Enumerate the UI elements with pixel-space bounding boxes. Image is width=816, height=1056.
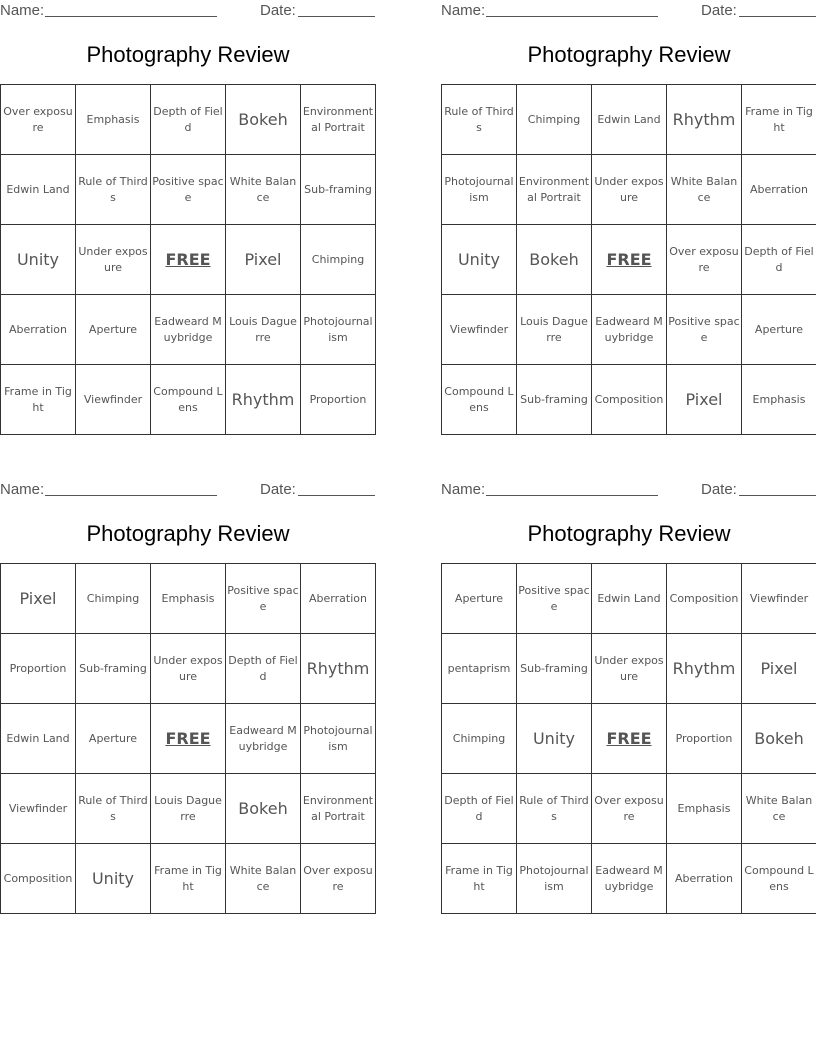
bingo-cell: Environmental Portrait [301,85,376,155]
bingo-cell: Edwin Land [1,704,76,774]
bingo-cell: Photojournalism [517,844,592,914]
bingo-cell: Emphasis [742,365,816,435]
bingo-card-2 [441,0,816,435]
bingo-cell: Viewfinder [442,295,517,365]
bingo-cell: Rhythm [667,85,742,155]
bingo-cell: Frame in Tight [1,365,76,435]
bingo-cell: Depth of Field [151,85,226,155]
date-label: Date: [260,481,296,498]
bingo-cell: Over exposure [667,225,742,295]
bingo-cell: Positive space [151,155,226,225]
bingo-cell: White Balance [226,155,301,225]
bingo-cell: Depth of Field [442,774,517,844]
bingo-cell: Pixel [1,564,76,634]
bingo-cell: Eadweard Muybridge [226,704,301,774]
bingo-cell: Under exposure [592,155,667,225]
bingo-cell: Bokeh [226,85,301,155]
bingo-cell: Aberration [742,155,816,225]
date-blank [298,16,375,17]
bingo-cell: Composition [1,844,76,914]
date-label: Date: [260,2,296,19]
bingo-cell: Emphasis [667,774,742,844]
bingo-grid [441,563,816,914]
bingo-card-4 [441,479,816,914]
bingo-grid [441,84,816,435]
bingo-cell: Bokeh [742,704,816,774]
card-title: Photography Review [86,42,290,67]
bingo-cell: Unity [442,225,517,295]
bingo-cell: Pixel [667,365,742,435]
bingo-cell: Chimping [76,564,151,634]
bingo-cell: Edwin Land [1,155,76,225]
bingo-grid [0,563,376,914]
bingo-cell: Environmental Portrait [301,774,376,844]
bingo-cell: Aberration [667,844,742,914]
bingo-cell: White Balance [226,844,301,914]
card-title: Photography Review [527,521,731,546]
free-space-cell: FREE [592,225,667,295]
bingo-cell: Louis Daguerre [151,774,226,844]
bingo-cell: Eadweard Muybridge [592,844,667,914]
bingo-cell: Frame in Tight [151,844,226,914]
bingo-cell: Compound Lens [151,365,226,435]
date-label: Date: [701,2,737,19]
bingo-cell: Environmental Portrait [517,155,592,225]
date-label: Date: [701,481,737,498]
bingo-cell: Rule of Thirds [517,774,592,844]
name-label: Name: [0,2,45,19]
bingo-cell: Viewfinder [742,564,816,634]
name-blank [486,16,658,17]
bingo-cell: Bokeh [226,774,301,844]
free-space-cell: FREE [592,704,667,774]
bingo-cell: Sub-framing [517,634,592,704]
bingo-cell: Under exposure [151,634,226,704]
bingo-cell: Louis Daguerre [226,295,301,365]
bingo-cell: Positive space [517,564,592,634]
bingo-cell: Pixel [742,634,816,704]
bingo-cell: Over exposure [592,774,667,844]
name-blank [45,16,217,17]
bingo-cell: Composition [667,564,742,634]
bingo-cell: Proportion [1,634,76,704]
free-space-cell: FREE [151,704,226,774]
bingo-cell: Edwin Land [592,85,667,155]
date-blank [298,495,375,496]
bingo-cell: Aberration [1,295,76,365]
bingo-cell: Positive space [226,564,301,634]
bingo-cell: Compound Lens [742,844,816,914]
bingo-cell: Rule of Thirds [442,85,517,155]
bingo-cell: Louis Daguerre [517,295,592,365]
name-date-row [0,479,376,501]
bingo-cell: Viewfinder [1,774,76,844]
date-blank [739,16,816,17]
bingo-cell: Aberration [301,564,376,634]
bingo-cell: Rule of Thirds [76,774,151,844]
bingo-cell: Photojournalism [442,155,517,225]
name-label: Name: [441,481,486,498]
card-title: Photography Review [527,42,731,67]
name-label: Name: [441,2,486,19]
bingo-cell: Composition [592,365,667,435]
bingo-cell: Depth of Field [226,634,301,704]
bingo-card-1 [0,0,376,435]
bingo-cell: Emphasis [151,564,226,634]
bingo-cell: Photojournalism [301,295,376,365]
bingo-cell: Aperture [442,564,517,634]
name-blank [486,495,658,496]
bingo-cell: Chimping [517,85,592,155]
bingo-cell: Frame in Tight [742,85,816,155]
bingo-cell: Sub-framing [76,634,151,704]
bingo-cell: Under exposure [76,225,151,295]
bingo-cell: Unity [76,844,151,914]
bingo-cell: Aperture [742,295,816,365]
bingo-cell: Positive space [667,295,742,365]
bingo-cell: Rhythm [226,365,301,435]
name-label: Name: [0,481,45,498]
name-date-row [441,479,816,501]
bingo-cell: Proportion [667,704,742,774]
bingo-cell: Chimping [442,704,517,774]
bingo-cell: Rhythm [301,634,376,704]
card-title: Photography Review [86,521,290,546]
bingo-cell: Over exposure [301,844,376,914]
bingo-cell: Depth of Field [742,225,816,295]
bingo-cell: Emphasis [76,85,151,155]
bingo-cell: Pixel [226,225,301,295]
bingo-cell: White Balance [742,774,816,844]
bingo-card-3 [0,479,376,914]
bingo-cell: Unity [1,225,76,295]
bingo-cell: Sub-framing [517,365,592,435]
bingo-cell: Proportion [301,365,376,435]
bingo-cell: Viewfinder [76,365,151,435]
bingo-cell: Compound Lens [442,365,517,435]
bingo-cell: Sub-framing [301,155,376,225]
bingo-cell: Eadweard Muybridge [592,295,667,365]
free-space-cell: FREE [151,225,226,295]
bingo-cell: Unity [517,704,592,774]
bingo-cell: Under exposure [592,634,667,704]
date-blank [739,495,816,496]
name-date-row [0,0,376,22]
bingo-cell: Rhythm [667,634,742,704]
bingo-cell: Rule of Thirds [76,155,151,225]
bingo-cell: Bokeh [517,225,592,295]
bingo-cell: Aperture [76,704,151,774]
bingo-cell: Frame in Tight [442,844,517,914]
name-blank [45,495,217,496]
bingo-grid [0,84,376,435]
bingo-cell: Photojournalism [301,704,376,774]
bingo-cell: White Balance [667,155,742,225]
bingo-cell: Eadweard Muybridge [151,295,226,365]
bingo-cell: Edwin Land [592,564,667,634]
bingo-cell: pentaprism [442,634,517,704]
name-date-row [441,0,816,22]
bingo-cell: Chimping [301,225,376,295]
bingo-cell: Over exposure [1,85,76,155]
bingo-cell: Aperture [76,295,151,365]
